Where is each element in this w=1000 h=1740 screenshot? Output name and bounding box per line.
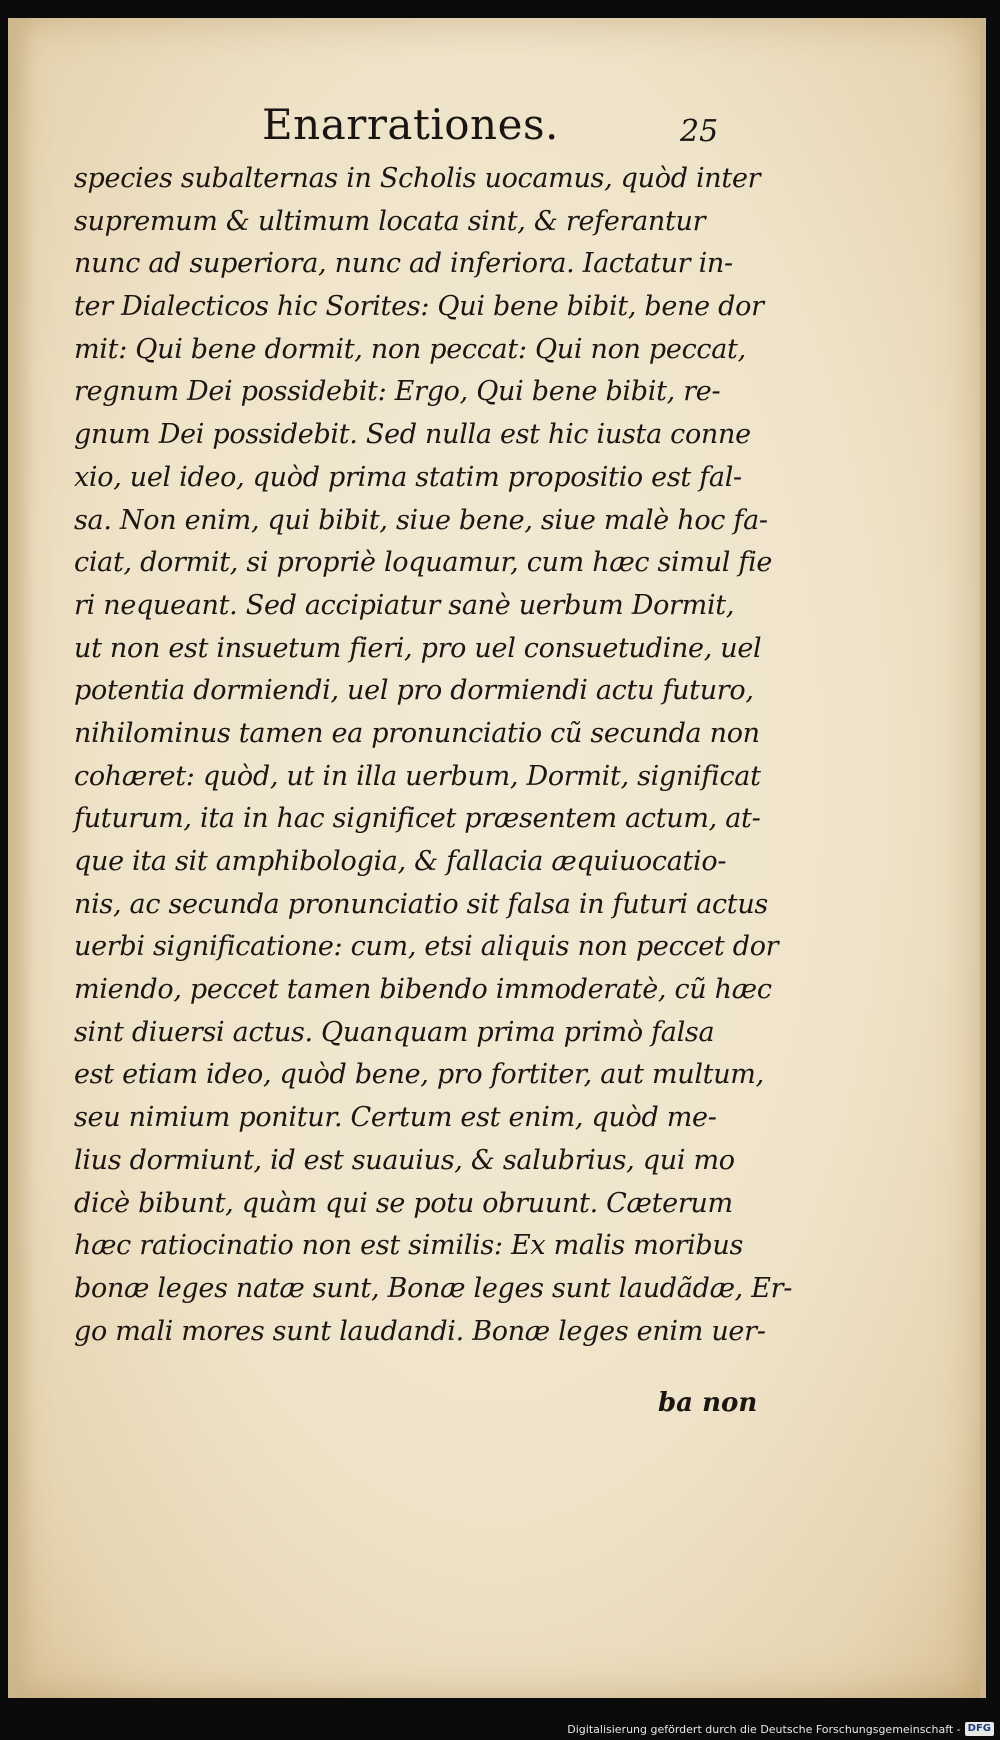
- catchword: ba non: [658, 1388, 758, 1418]
- text-line: regnum Dei possidebit: Ergo, Qui bene bibit, re-: [74, 376, 721, 408]
- page-number: 25: [680, 114, 719, 149]
- text-line: cohæret: quòd, ut in illa uerbum, Dormit, significat: [74, 760, 761, 792]
- text-line: sint diuersi actus. Quanquam prima primò falsa: [74, 1016, 715, 1048]
- text-line: nis, ac secunda pronunciatio sit falsa in futuri actus: [74, 888, 768, 920]
- running-head: Enarrationes.: [262, 100, 559, 149]
- dfg-logo: DFG: [965, 1722, 994, 1736]
- text-block: [74, 158, 793, 1353]
- text-line: bonæ leges natæ sunt, Bonæ leges sunt laudãdæ, Er-: [74, 1272, 793, 1304]
- text-line: potentia dormiendi, uel pro dormiendi actu futuro,: [74, 675, 754, 707]
- text-line: nunc ad superiora, nunc ad inferiora. Iactatur in-: [74, 248, 733, 280]
- text-line: futurum, ita in hac significet præsentem actum, at-: [74, 803, 761, 835]
- text-line: go mali mores sunt laudandi. Bonæ leges enim uer-: [74, 1315, 766, 1347]
- text-line: supremum & ultimum locata sint, & referantur: [74, 205, 706, 237]
- text-line: gnum Dei possidebit. Sed nulla est hic iusta conne: [74, 419, 751, 451]
- text-line: dicè bibunt, quàm qui se potu obruunt. Cæterum: [74, 1187, 733, 1219]
- text-line: lius dormiunt, id est suauius, & salubrius, qui mo: [74, 1144, 735, 1176]
- text-line: seu nimium ponitur. Certum est enim, quòd me-: [74, 1102, 717, 1134]
- text-line: sa. Non enim, qui bibit, siue bene, siue malè hoc fa-: [74, 504, 768, 536]
- text-line: ri nequeant. Sed accipiatur sanè uerbum Dormit,: [74, 589, 735, 621]
- text-line: hæc ratiocinatio non est similis: Ex malis moribus: [74, 1230, 744, 1262]
- credit-text: Digitalisierung gefördert durch die Deutsche Forschungsgemeinschaft -: [567, 1722, 961, 1736]
- text-line: mit: Qui bene dormit, non peccat: Qui non peccat,: [74, 333, 746, 365]
- book-page: [8, 18, 986, 1698]
- text-line: ciat, dormit, si propriè loquamur, cum hæc simul fie: [74, 547, 773, 579]
- text-line: species subalternas in Scholis uocamus, quòd inter: [74, 163, 761, 194]
- text-line: est etiam ideo, quòd bene, pro fortiter, aut multum,: [74, 1059, 764, 1091]
- text-line: ter Dialecticos hic Sorites: Qui bene bibit, bene dor: [74, 291, 764, 323]
- page-edge-shadow: [8, 18, 34, 1698]
- text-line: nihilominus tamen ea pronunciatio cũ secunda non: [74, 717, 760, 749]
- text-line: uerbi significatione: cum, etsi aliquis non peccet dor: [74, 931, 779, 963]
- text-line: que ita sit amphibologia, & fallacia æquiuocatio-: [74, 846, 727, 877]
- text-line: ut non est insuetum fieri, pro uel consuetudine, uel: [74, 632, 762, 664]
- text-line: miendo, peccet tamen bibendo immoderatè, cũ hæc: [74, 974, 772, 1006]
- digitization-credit: [567, 1722, 994, 1736]
- text-line: xio, uel ideo, quòd prima statim propositio est fal-: [74, 461, 742, 493]
